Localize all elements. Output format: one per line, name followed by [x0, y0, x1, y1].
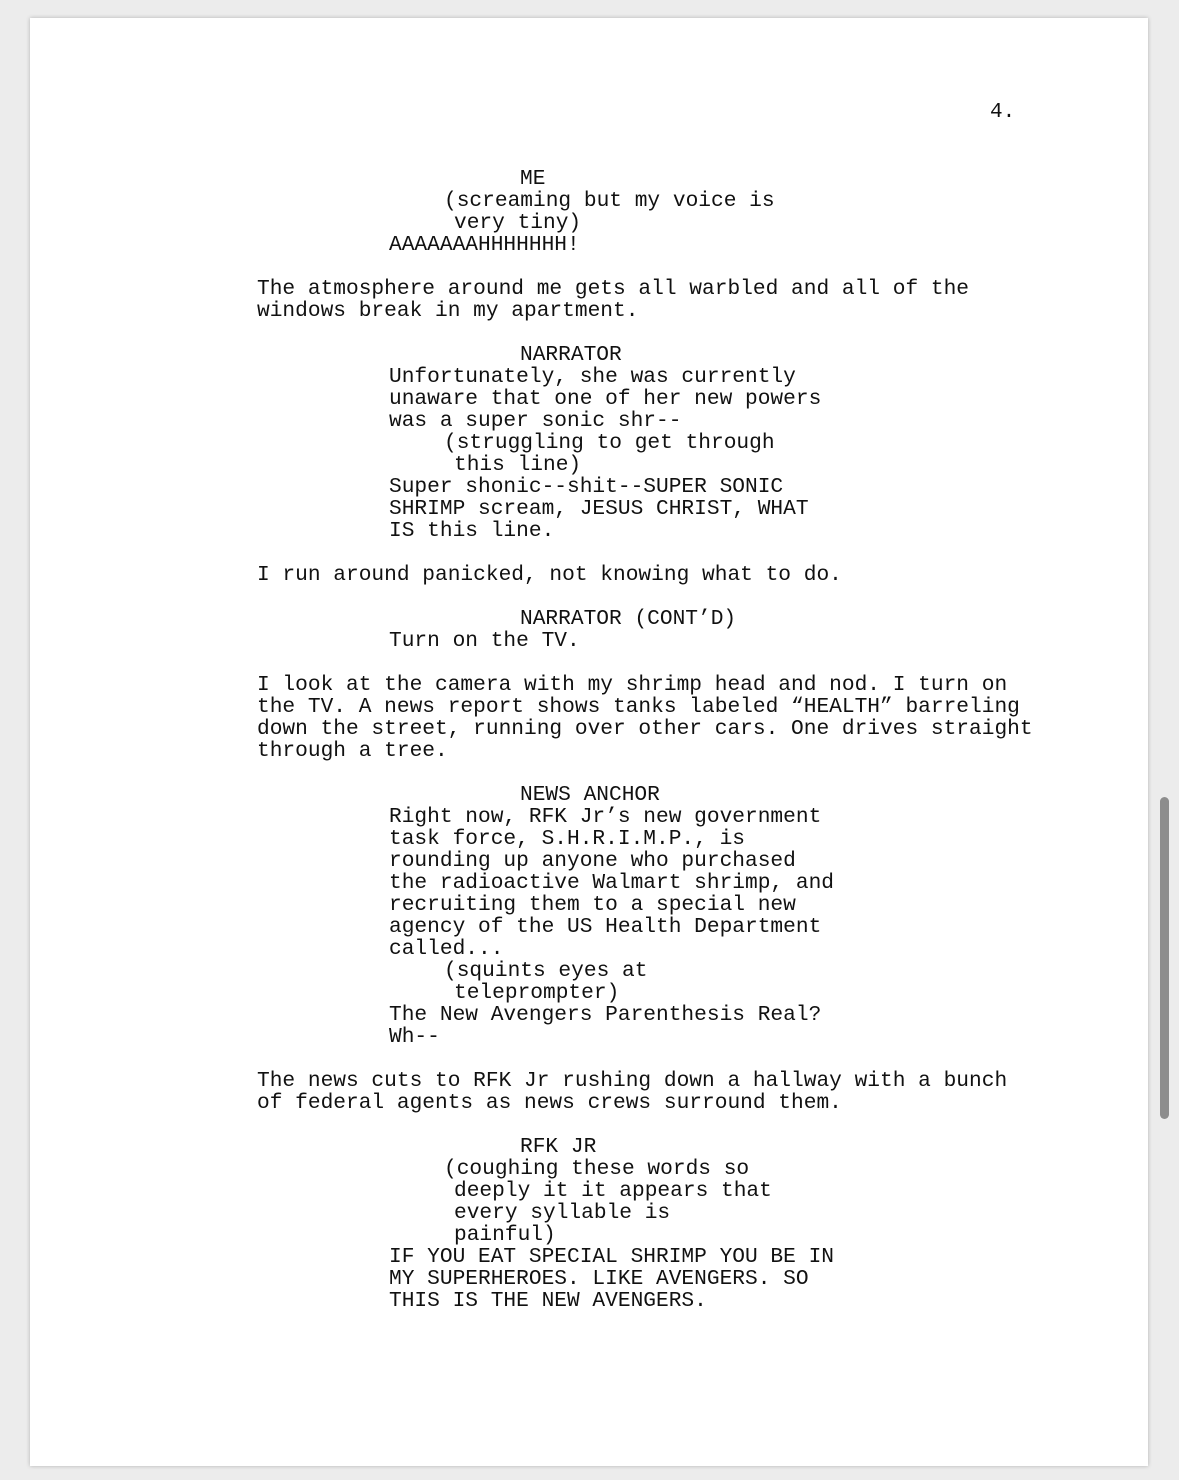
parenthetical-block	[257, 1158, 1033, 1246]
dialogue-line: Wh--	[389, 1025, 440, 1049]
script-page	[30, 18, 1148, 1466]
action-line: the TV. A news report shows tanks labeled “HEALTH” barreling	[257, 695, 1020, 719]
dialogue-line: task force, S.H.R.I.M.P., is	[389, 827, 746, 851]
dialogue-line: the radioactive Walmart shrimp, and	[389, 871, 835, 895]
blank-line	[257, 256, 1033, 278]
action-line: through a tree.	[257, 739, 448, 763]
parenthetical-line: (coughing these words so	[444, 1157, 750, 1181]
dialogue-line: agency of the US Health Department	[389, 915, 822, 939]
action-line: The news cuts to RFK Jr rushing down a hallway with a bunch	[257, 1069, 1008, 1093]
action-line: The atmosphere around me gets all warbled and all of the	[257, 277, 970, 301]
dialogue-block	[257, 366, 1033, 432]
blank-line	[257, 586, 1033, 608]
page-number: 4.	[990, 101, 1016, 124]
dialogue-block	[257, 234, 1033, 256]
parenthetical-line: this line)	[454, 453, 582, 477]
parenthetical-line: (squints eyes at	[444, 959, 648, 983]
dialogue-block	[257, 630, 1033, 652]
action-block	[257, 674, 1033, 762]
dialogue-block	[257, 1246, 1033, 1312]
character-block	[257, 168, 1033, 190]
blank-line	[257, 322, 1033, 344]
dialogue-block	[257, 476, 1033, 542]
dialogue-line: AAAAAAAHHHHHHH!	[389, 233, 580, 257]
parenthetical-line: very tiny)	[454, 211, 582, 235]
parenthetical-block	[257, 432, 1033, 476]
parenthetical-line: teleprompter)	[454, 981, 620, 1005]
dialogue-line: called...	[389, 937, 504, 961]
action-line: I look at the camera with my shrimp head and nod. I turn on	[257, 673, 1008, 697]
character-line: NEWS ANCHOR	[520, 783, 660, 807]
character-block	[257, 608, 1033, 630]
action-block	[257, 1070, 1033, 1114]
dialogue-line: Turn on the TV.	[389, 629, 580, 653]
parenthetical-block	[257, 960, 1033, 1004]
dialogue-line: Unfortunately, she was currently	[389, 365, 796, 389]
screenplay-body	[257, 168, 1033, 1312]
dialogue-line: unaware that one of her new powers	[389, 387, 822, 411]
dialogue-line: The New Avengers Parenthesis Real?	[389, 1003, 822, 1027]
parenthetical-line: every syllable is	[454, 1201, 671, 1225]
action-line: I run around panicked, not knowing what to do.	[257, 563, 842, 587]
parenthetical-line: deeply it it appears that	[454, 1179, 772, 1203]
character-block	[257, 344, 1033, 366]
blank-line	[257, 542, 1033, 564]
character-block	[257, 1136, 1033, 1158]
dialogue-line: IF YOU EAT SPECIAL SHRIMP YOU BE IN	[389, 1245, 835, 1269]
dialogue-line: Super shonic--shit--SUPER SONIC	[389, 475, 784, 499]
character-line: NARRATOR (CONT’D)	[520, 607, 737, 631]
parenthetical-block	[257, 190, 1033, 234]
action-block	[257, 278, 1033, 322]
vertical-scrollbar[interactable]	[1160, 797, 1169, 1119]
character-block	[257, 784, 1033, 806]
parenthetical-line: (screaming but my voice is	[444, 189, 775, 213]
blank-line	[257, 1114, 1033, 1136]
dialogue-line: recruiting them to a special new	[389, 893, 796, 917]
character-line: RFK JR	[520, 1135, 597, 1159]
character-line: NARRATOR	[520, 343, 622, 367]
blank-line	[257, 762, 1033, 784]
dialogue-line: Right now, RFK Jr’s new government	[389, 805, 822, 829]
action-line: of federal agents as news crews surround them.	[257, 1091, 842, 1115]
parenthetical-line: painful)	[454, 1223, 556, 1247]
blank-line	[257, 652, 1033, 674]
parenthetical-line: (struggling to get through	[444, 431, 775, 455]
dialogue-line: IS this line.	[389, 519, 555, 543]
blank-line	[257, 1048, 1033, 1070]
dialogue-line: THIS IS THE NEW AVENGERS.	[389, 1289, 707, 1313]
character-line: ME	[520, 167, 546, 191]
dialogue-block	[257, 1004, 1033, 1048]
dialogue-line: SHRIMP scream, JESUS CHRIST, WHAT	[389, 497, 809, 521]
action-line: windows break in my apartment.	[257, 299, 639, 323]
dialogue-block	[257, 806, 1033, 960]
dialogue-line: MY SUPERHEROES. LIKE AVENGERS. SO	[389, 1267, 809, 1291]
action-block	[257, 564, 1033, 586]
dialogue-line: rounding up anyone who purchased	[389, 849, 796, 873]
action-line: down the street, running over other cars. One drives straight	[257, 717, 1033, 741]
dialogue-line: was a super sonic shr--	[389, 409, 682, 433]
